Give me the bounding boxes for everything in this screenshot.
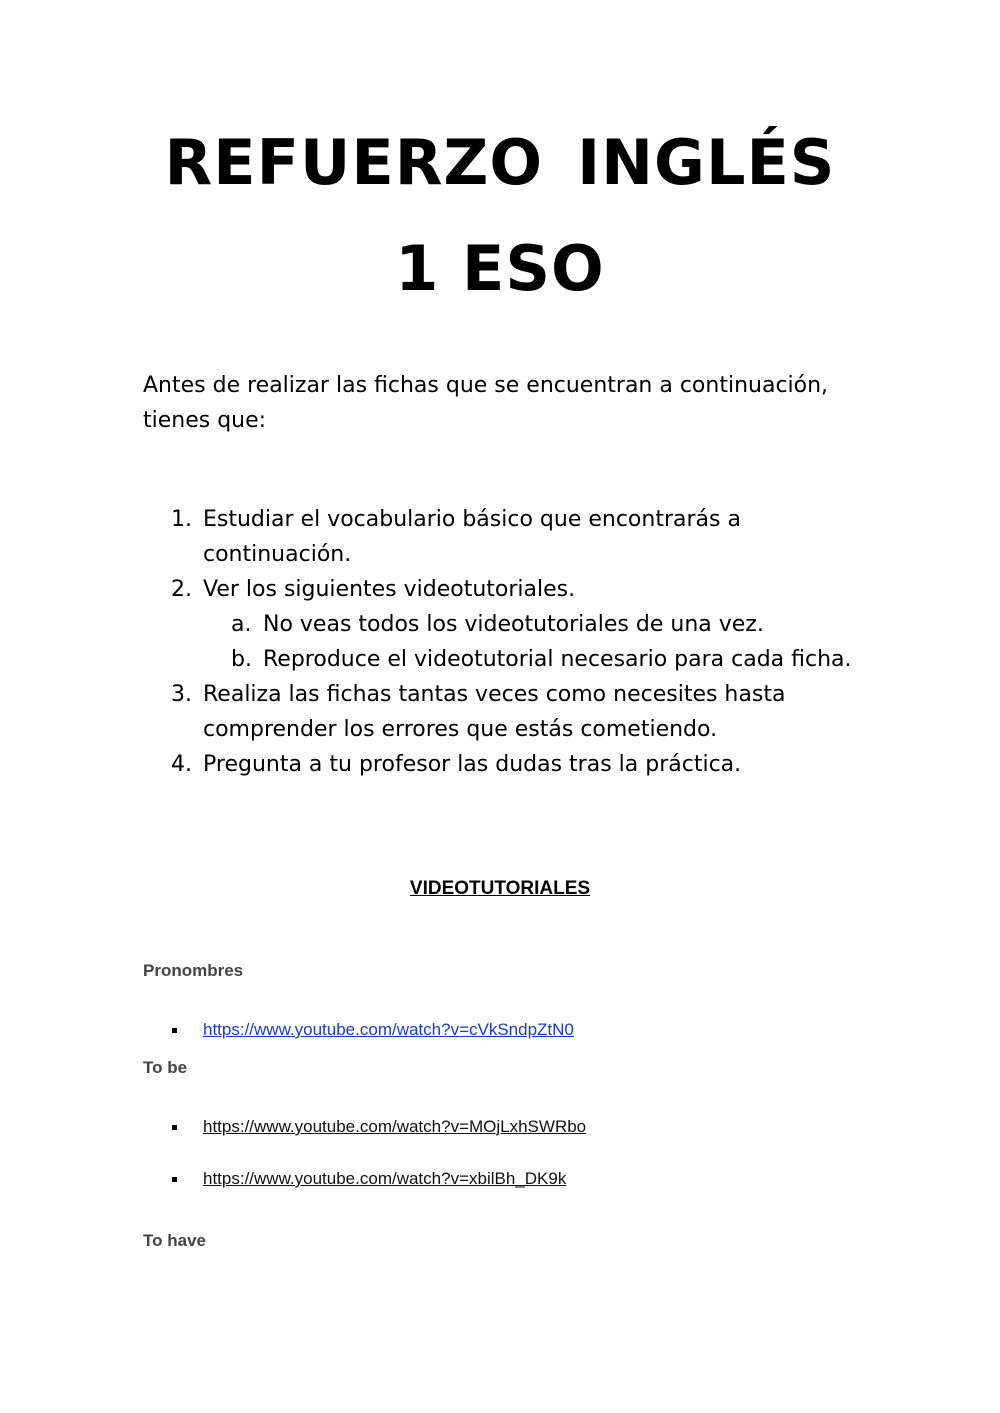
bullet-icon — [172, 1125, 177, 1130]
step-text: Pregunta a tu profesor las dudas tras la práctica. — [203, 752, 742, 777]
substep-item-b — [203, 642, 863, 677]
step-item-2 — [143, 572, 863, 677]
step-text-continued: continuación. — [203, 542, 352, 567]
substeps-list — [203, 607, 863, 677]
topic-to-have: To have — [143, 1231, 206, 1250]
steps-list — [143, 502, 863, 782]
step-text: Ver los siguientes videotutoriales. — [203, 577, 576, 602]
substep-letter: a. — [231, 612, 252, 637]
step-item-1 — [143, 502, 863, 572]
intro-paragraph — [143, 368, 843, 438]
step-number: 2. — [171, 577, 192, 602]
step-number: 1. — [171, 507, 192, 532]
topic-to-be: To be — [143, 1058, 188, 1077]
title-word-ingles: INGLÉS — [577, 126, 836, 199]
substep-letter: b. — [231, 647, 252, 672]
substep-item-a — [203, 607, 863, 642]
substep-text: No veas todos los videotutoriales de una vez. — [263, 612, 764, 637]
page-subtitle: 1 ESO — [395, 232, 605, 305]
intro-line-1: Antes de realizar las fichas que se encuentran a continuación, — [143, 373, 829, 398]
topic-pronombres: Pronombres — [143, 961, 244, 980]
step-text: Realiza las fichas tantas veces como necesites hasta — [203, 682, 786, 707]
link-row-pronombres-1 — [172, 1020, 574, 1040]
step-item-4 — [143, 747, 863, 782]
bullet-icon — [172, 1177, 177, 1182]
youtube-link-to-be-2[interactable]: https://www.youtube.com/watch?v=xbilBh_DK9k — [203, 1169, 567, 1188]
intro-line-2: tienes que: — [143, 408, 267, 433]
youtube-link-pronombres[interactable]: https://www.youtube.com/watch?v=cVkSndpZtN0 — [203, 1020, 574, 1039]
link-row-to-be-2 — [172, 1169, 566, 1189]
link-row-to-be-1 — [172, 1117, 586, 1137]
page-title — [0, 126, 1000, 199]
youtube-link-to-be-1[interactable]: https://www.youtube.com/watch?v=MOjLxhSWRbo — [203, 1117, 587, 1136]
step-number: 4. — [171, 752, 192, 777]
substep-text: Reproduce el videotutorial necesario para cada ficha. — [263, 647, 852, 672]
bullet-icon — [172, 1028, 177, 1033]
title-word-refuerzo: REFUERZO — [164, 126, 544, 199]
videotutoriales-heading: VIDEOTUTORIALES — [409, 878, 591, 899]
step-text: Estudiar el vocabulario básico que encontrarás a — [203, 507, 741, 532]
step-item-3 — [143, 677, 863, 747]
step-number: 3. — [171, 682, 192, 707]
step-text-continued: comprender los errores que estás cometiendo. — [203, 717, 718, 742]
